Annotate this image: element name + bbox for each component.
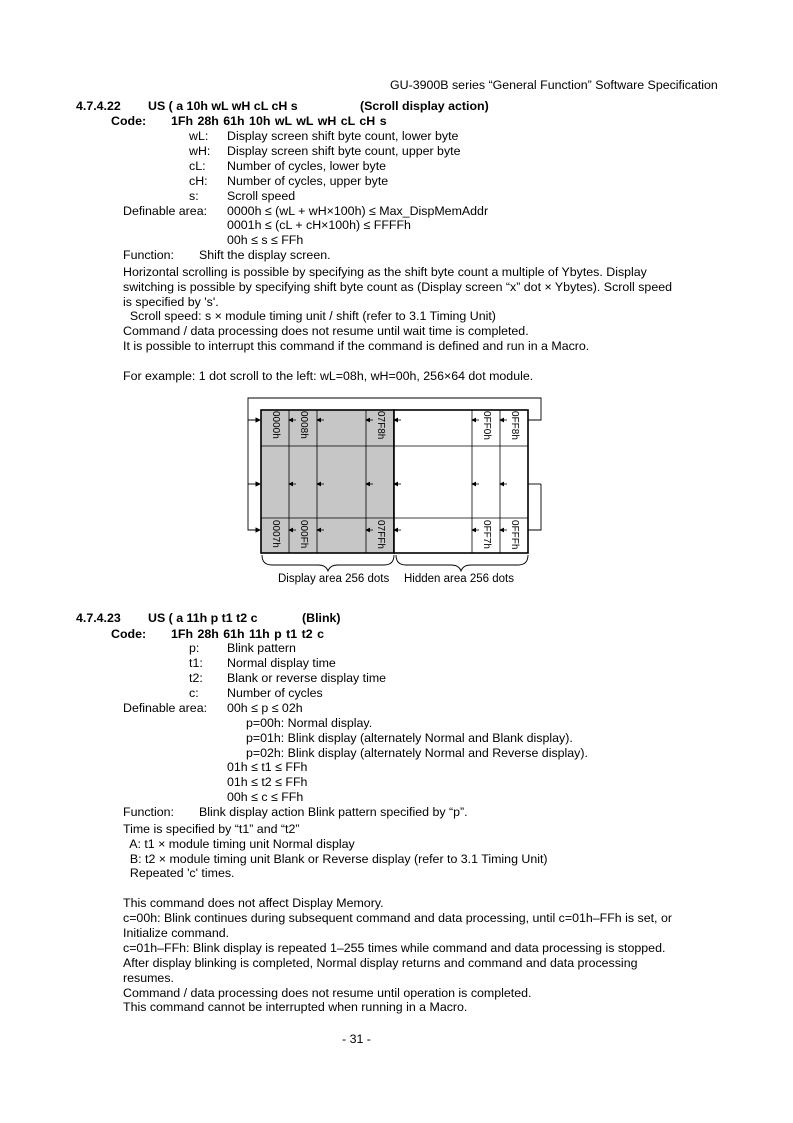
body-line: It is possible to interrupt this command if the command is defined and run in a Macro.	[123, 339, 590, 353]
definable-range: 01h ≤ t1 ≤ FFh	[227, 760, 308, 774]
time-line: A: t1 × module timing unit Normal display	[123, 837, 355, 851]
definable-label: Definable area:	[123, 204, 208, 218]
address-label: 0FF0h	[481, 411, 492, 440]
param-desc: Display screen shift byte count, upper byte	[227, 144, 461, 158]
hidden-area-caption: Hidden area 256 dots	[404, 573, 514, 585]
code-label: Code:	[111, 114, 147, 128]
param-key: t1:	[189, 656, 203, 670]
param-key: wL:	[189, 129, 209, 143]
param-key: c:	[189, 686, 199, 700]
wrap-path-left	[248, 420, 260, 530]
command-syntax: US ( a 11h p t1 t2 c	[148, 611, 258, 625]
param-desc: Blink pattern	[227, 641, 296, 655]
command-syntax: US ( a 10h wL wH cL cH s	[148, 99, 298, 113]
param-desc: Number of cycles, upper byte	[227, 174, 389, 188]
param-key: wH:	[189, 144, 211, 158]
function-label: Function:	[123, 248, 174, 262]
time-line: B: t2 × module timing unit Blank or Reverse display (refer to 3.1 Timing Unit)	[123, 852, 548, 866]
definable-label: Definable area:	[123, 701, 208, 715]
address-label: 07FFh	[375, 520, 386, 549]
time-line: Repeated 'c' times.	[123, 866, 235, 880]
param-desc: Number of cycles	[227, 686, 323, 700]
note-line: c=00h: Blink continues during subsequent command and data processing, until c=01h–FFh is set, or	[123, 911, 672, 925]
pattern-option: p=02h: Blink display (alternately Normal and Reverse display).	[246, 746, 588, 760]
time-line: Time is specified by “t1” and “t2”	[123, 822, 300, 836]
address-label: 0FFFh	[509, 520, 520, 550]
param-desc: Blank or reverse display time	[227, 671, 387, 685]
note-line: Initialize command.	[123, 926, 230, 940]
display-area-caption: Display area 256 dots	[278, 573, 390, 585]
function-label: Function:	[123, 805, 174, 819]
page-number: - 31 -	[342, 1032, 371, 1046]
body-line: Command / data processing does not resume until wait time is completed.	[123, 324, 529, 338]
note-line: c=01h–FFh: Blink display is repeated 1–255 times while command and data processing is stopped.	[123, 941, 666, 955]
note-line: After display blinking is completed, Normal display returns and command and data processing	[123, 956, 638, 970]
wrap-path-bot	[528, 484, 541, 530]
hidden-area	[394, 410, 528, 553]
note-line: This command cannot be interrupted when running in a Macro.	[123, 1000, 468, 1014]
param-desc: Display screen shift byte count, lower byte	[227, 129, 459, 143]
address-label: 0007h	[270, 520, 281, 548]
param-key: cL:	[189, 159, 206, 173]
scroll-diagram	[0, 390, 793, 610]
definable-range: 01h ≤ t2 ≤ FFh	[227, 775, 308, 789]
note-line: resumes.	[123, 971, 174, 985]
code-bytes: 1Fh 28h 61h 10h wL wL wH cL cH s	[171, 114, 387, 128]
body-line: Scroll speed: s × module timing unit / shift (refer to 3.1 Timing Unit)	[123, 309, 496, 323]
address-label: 0FF7h	[481, 520, 492, 549]
function-text: Shift the display screen.	[199, 248, 331, 262]
definable-range: 00h ≤ c ≤ FFh	[227, 790, 304, 804]
page-header: GU-3900B series “General Function” Software Specification	[390, 78, 718, 92]
pattern-option: p=01h: Blink display (alternately Normal and Blank display).	[246, 731, 573, 745]
body-line: Horizontal scrolling is possible by specifying as the shift byte count a multiple of Ybytes. Display	[123, 265, 647, 279]
definable-range: 0000h ≤ (wL + wH×100h) ≤ Max_DispMemAddr	[227, 204, 489, 218]
note-line: This command does not affect Display Memory.	[123, 896, 384, 910]
definable-range: 0001h ≤ (cL + cH×100h) ≤ FFFFh	[227, 218, 411, 232]
command-name: (Scroll display action)	[360, 99, 489, 113]
address-label: 0FF8h	[509, 411, 520, 440]
hidden-brace	[396, 555, 528, 571]
param-desc: Scroll speed	[227, 189, 296, 203]
pattern-option: p=00h: Normal display.	[246, 716, 373, 730]
example-text: For example: 1 dot scroll to the left: wL=08h, wH=00h, 256×64 dot module.	[123, 369, 534, 383]
body-line: switching is possible by specifying shift byte count as (Display screen “x” dot × Ybytes). Scroll speed	[123, 280, 672, 294]
address-label: 000Fh	[298, 520, 309, 549]
command-name: (Blink)	[302, 611, 341, 625]
address-label: 07F8h	[375, 411, 386, 440]
display-brace	[262, 555, 394, 571]
param-key: p:	[189, 641, 200, 655]
function-text: Blink display action Blink pattern specified by “p”.	[199, 805, 468, 819]
code-label: Code:	[111, 627, 147, 641]
param-desc: Normal display time	[227, 656, 336, 670]
definable-range: 00h ≤ s ≤ FFh	[227, 233, 304, 247]
body-line: is specified by 's'.	[123, 295, 219, 309]
address-label: 0000h	[270, 411, 281, 439]
section-number: 4.7.4.23	[76, 611, 121, 625]
param-desc: Number of cycles, lower byte	[227, 159, 387, 173]
code-bytes: 1Fh 28h 61h 11h p t1 t2 c	[171, 627, 324, 641]
param-key: cH:	[189, 174, 208, 188]
param-key: s:	[189, 189, 199, 203]
address-label: 0008h	[298, 411, 309, 439]
note-line: Command / data processing does not resume until operation is completed.	[123, 986, 532, 1000]
definable-range: 00h ≤ p ≤ 02h	[227, 701, 303, 715]
param-key: t2:	[189, 671, 203, 685]
section-number: 4.7.4.22	[76, 99, 121, 113]
